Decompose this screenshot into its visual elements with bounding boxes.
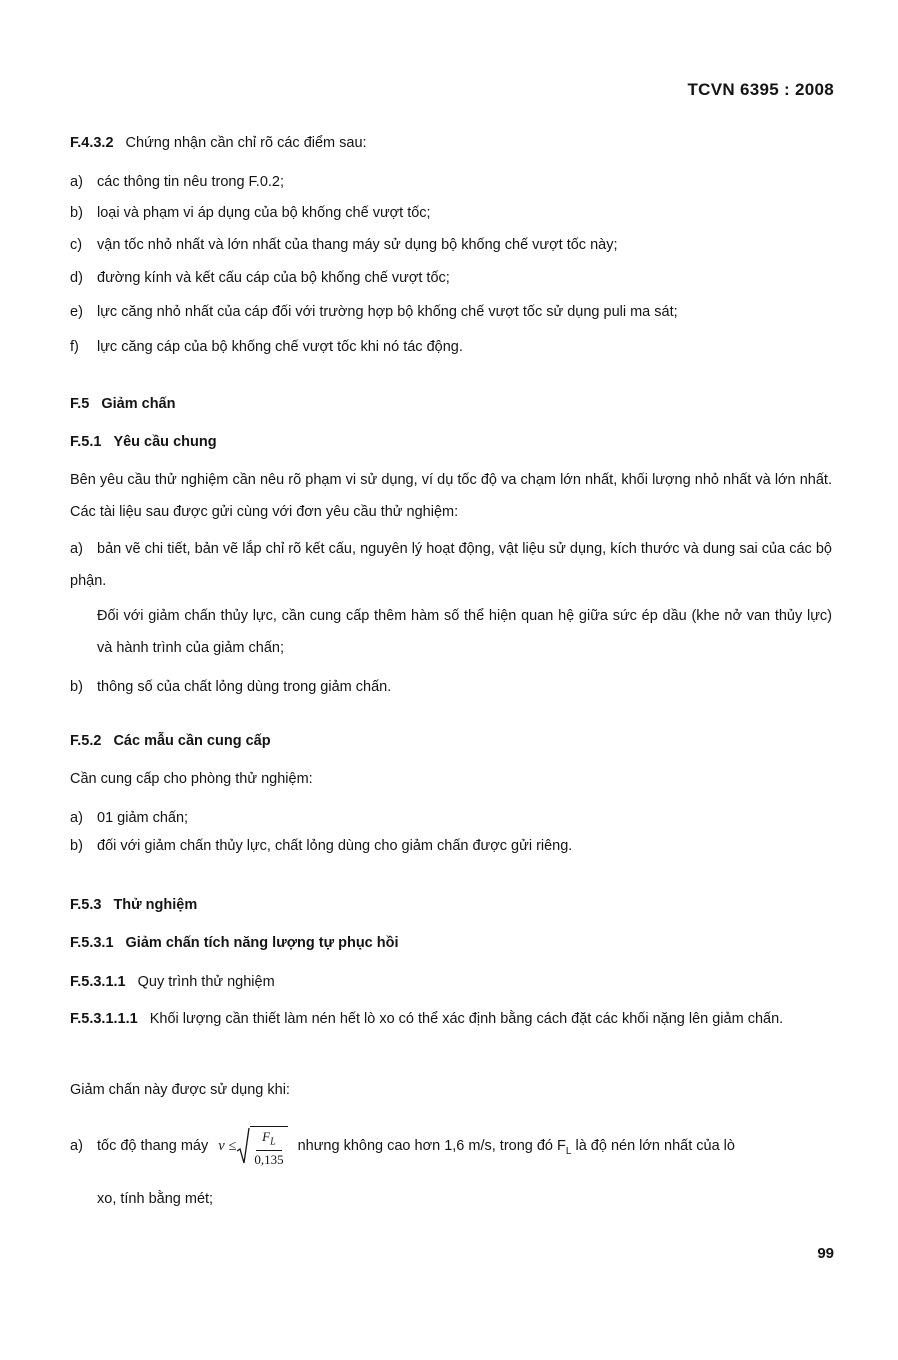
list-marker: a) bbox=[70, 810, 83, 826]
list-marker: b) bbox=[70, 205, 83, 221]
section-number: F.4.3.2 bbox=[70, 135, 114, 151]
subscript: L bbox=[565, 1146, 572, 1158]
section-number: F.5.3 bbox=[70, 897, 102, 913]
list-text: đối với giảm chấn thủy lực, chất lỏng dùng cho giảm chấn được gửi riêng. bbox=[97, 838, 573, 854]
section-number: F.5.3.1.1.1 bbox=[70, 1011, 138, 1027]
list-marker: b) bbox=[70, 679, 83, 695]
section-number: F.5 bbox=[70, 396, 90, 412]
list-text: loại và phạm vi áp dụng của bộ khống chế vượt tốc; bbox=[97, 205, 431, 221]
list-marker: e) bbox=[70, 304, 83, 320]
section-title: Chứng nhận cần chỉ rõ các điểm sau: bbox=[125, 135, 367, 151]
list-item bbox=[70, 166, 832, 198]
section-f5-3 bbox=[70, 889, 832, 921]
paragraph: Giảm chấn này được sử dụng khi: bbox=[70, 1082, 290, 1098]
list-item bbox=[70, 1126, 832, 1172]
list-text: thông số của chất lỏng dùng trong giảm chấn. bbox=[97, 679, 392, 695]
list-item bbox=[70, 671, 832, 703]
list-marker: a) bbox=[70, 1138, 83, 1155]
note-paragraph: Đối với giảm chấn thủy lực, cần cung cấp thêm hàm số thể hiện quan hệ giữa sức ép dầu (khe nở van thủy lực) và hành trình của giảm chấn; bbox=[97, 608, 832, 656]
paragraph: Bên yêu cầu thử nghiệm cần nêu rõ phạm vi sử dụng, ví dụ tốc độ va chạm lớn nhất, khối lượng nhỏ nhất và lớn nhất. Các tài liệu sau được gửi cùng với đơn yêu cầu thử nghiệm: bbox=[70, 472, 832, 520]
fraction-denominator: 0,135 bbox=[254, 1151, 284, 1167]
list-marker: c) bbox=[70, 237, 83, 253]
list-item bbox=[70, 533, 832, 597]
page-number: 99 bbox=[817, 1245, 834, 1262]
paragraph-text: Khối lượng cần thiết làm nén hết lò xo có thể xác định bằng cách đặt các khối nặng lên giảm chấn. bbox=[149, 1011, 784, 1027]
section-number: F.5.1 bbox=[70, 434, 102, 450]
section-f5-3-1-1 bbox=[70, 966, 832, 998]
section-title: Quy trình thử nghiệm bbox=[137, 974, 275, 990]
section-title: Thử nghiệm bbox=[113, 897, 198, 913]
list-text: các thông tin nêu trong F.0.2; bbox=[97, 174, 285, 190]
section-title: Giảm chấn tích năng lượng tự phục hồi bbox=[125, 935, 399, 951]
sqrt-sign-icon bbox=[236, 1127, 250, 1165]
list-text: lực căng cáp của bộ khống chế vượt tốc khi nó tác động. bbox=[97, 339, 463, 355]
list-continuation: xo, tính bằng mét; bbox=[97, 1191, 214, 1207]
section-f5-3-1 bbox=[70, 927, 832, 959]
list-item bbox=[70, 830, 832, 862]
list-item bbox=[70, 262, 832, 294]
list-marker: f) bbox=[70, 339, 79, 355]
numerator-subscript: L bbox=[270, 1136, 276, 1148]
formula-lhs: v ≤ bbox=[218, 1138, 237, 1155]
list-text: là độ nén lớn nhất của lò bbox=[575, 1138, 735, 1155]
section-number: F.5.3.1.1 bbox=[70, 974, 126, 990]
list-text: 01 giảm chấn; bbox=[97, 810, 189, 826]
list-marker: b) bbox=[70, 838, 83, 854]
list-item bbox=[70, 197, 832, 229]
list-text: lực căng nhỏ nhất của cáp đối với trường hợp bộ khống chế vượt tốc sử dụng puli ma sát; bbox=[97, 304, 678, 320]
section-title: Yêu cầu chung bbox=[113, 434, 217, 450]
formula-fraction bbox=[250, 1126, 287, 1167]
list-text: bản vẽ chi tiết, bản vẽ lắp chỉ rõ kết cấu, nguyên lý hoạt động, vật liệu sử dụng, kích thước và dung sai của các bộ phận. bbox=[70, 541, 832, 589]
paragraph: Cần cung cấp cho phòng thử nghiệm: bbox=[70, 771, 313, 787]
section-number: F.5.3.1 bbox=[70, 935, 114, 951]
list-text: đường kính và kết cấu cáp của bộ khống chế vượt tốc; bbox=[97, 270, 450, 286]
section-f4-3-2 bbox=[70, 127, 832, 159]
section-f5-3-1-1-1 bbox=[70, 1003, 832, 1035]
list-marker: d) bbox=[70, 270, 83, 286]
section-title: Các mẫu cần cung cấp bbox=[113, 733, 271, 749]
section-number: F.5.2 bbox=[70, 733, 102, 749]
list-marker: a) bbox=[70, 174, 83, 190]
list-text: nhưng không cao hơn 1,6 m/s, trong đó F bbox=[297, 1138, 566, 1155]
section-f5 bbox=[70, 388, 832, 420]
list-text: vận tốc nhỏ nhất và lớn nhất của thang máy sử dụng bộ khống chế vượt tốc này; bbox=[97, 237, 618, 253]
section-f5-2 bbox=[70, 725, 832, 757]
section-title: Giảm chấn bbox=[101, 396, 176, 412]
list-item bbox=[70, 296, 832, 328]
list-marker: a) bbox=[70, 541, 83, 557]
numerator-symbol: F bbox=[262, 1129, 271, 1144]
list-text: tốc độ thang máy bbox=[97, 1138, 209, 1155]
speed-formula bbox=[218, 1126, 287, 1167]
section-f5-1 bbox=[70, 426, 832, 458]
list-item bbox=[70, 229, 832, 261]
fraction-numerator bbox=[256, 1129, 282, 1151]
list-item bbox=[70, 331, 832, 363]
standard-header: TCVN 6395 : 2008 bbox=[687, 80, 834, 99]
